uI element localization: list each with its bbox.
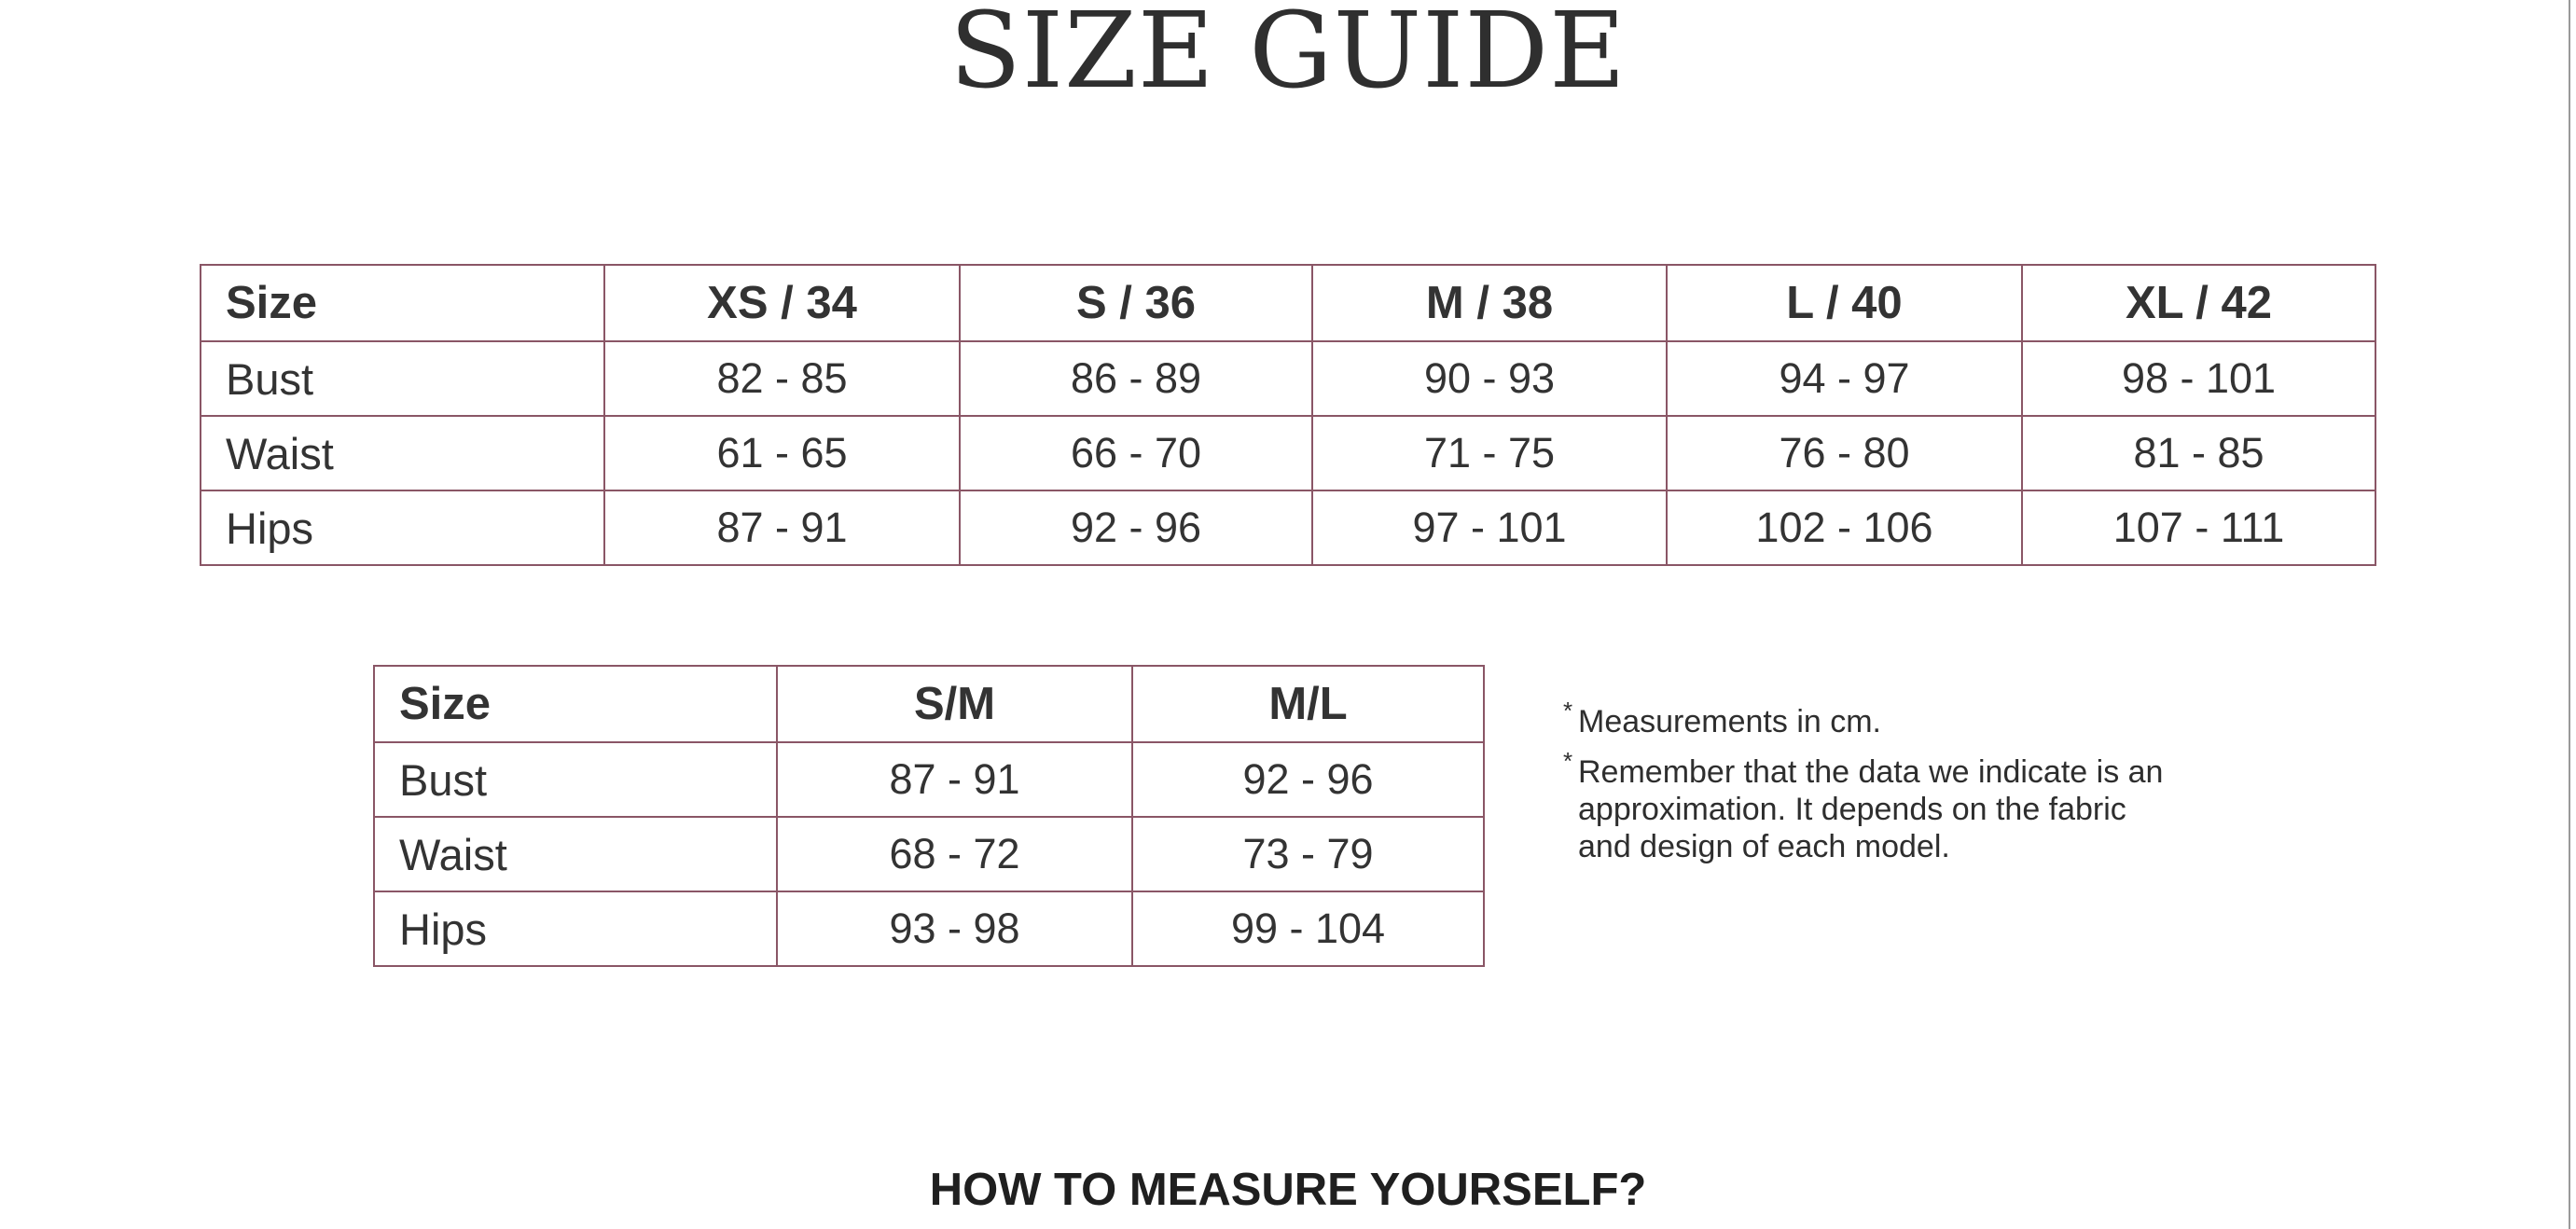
size-table-main — [200, 264, 2376, 566]
table-cell: 87 - 91 — [604, 490, 960, 565]
table-cell: 66 - 70 — [960, 416, 1312, 490]
size-notes — [1563, 697, 2272, 878]
table-cell: 61 - 65 — [604, 416, 960, 490]
table-cell: 82 - 85 — [604, 341, 960, 416]
table-cell: 73 - 79 — [1132, 817, 1484, 891]
footnote-asterisk: * — [1563, 697, 1573, 725]
row-label-waist: Waist — [374, 817, 777, 891]
row-label-waist: Waist — [201, 416, 604, 490]
header-cell-size: Size — [374, 666, 777, 742]
table-cell: 76 - 80 — [1667, 416, 2022, 490]
size-table-combined — [373, 665, 1485, 967]
table-cell: 86 - 89 — [960, 341, 1312, 416]
table-row-bust — [201, 341, 2375, 416]
header-cell-m-l: M/L — [1132, 666, 1484, 742]
row-label-hips: Hips — [374, 891, 777, 966]
table-cell: 93 - 98 — [777, 891, 1132, 966]
table-row-waist — [201, 416, 2375, 490]
table-cell: 90 - 93 — [1312, 341, 1667, 416]
table-cell: 99 - 104 — [1132, 891, 1484, 966]
note-line: Remember that the data we indicate is an — [1578, 754, 2164, 790]
header-cell-size: Size — [201, 265, 604, 341]
table-cell: 87 - 91 — [777, 742, 1132, 817]
note-line: and design of each model. — [1578, 829, 1950, 864]
table-cell: 92 - 96 — [960, 490, 1312, 565]
table-row-bust — [374, 742, 1484, 817]
table-cell: 92 - 96 — [1132, 742, 1484, 817]
note-measurements-unit — [1563, 697, 2272, 740]
table-cell: 94 - 97 — [1667, 341, 2022, 416]
table-cell: 68 - 72 — [777, 817, 1132, 891]
table-cell: 81 - 85 — [2022, 416, 2375, 490]
table-cell: 71 - 75 — [1312, 416, 1667, 490]
note-line: Measurements in cm. — [1578, 704, 1881, 739]
header-cell-xl: XL / 42 — [2022, 265, 2375, 341]
header-cell-s-m: S/M — [777, 666, 1132, 742]
table-row-hips — [374, 891, 1484, 966]
table-row-hips — [201, 490, 2375, 565]
page-edge-divider — [2569, 0, 2570, 1229]
header-cell-l: L / 40 — [1667, 265, 2022, 341]
table-cell: 97 - 101 — [1312, 490, 1667, 565]
table-header-row — [201, 265, 2375, 341]
table-row-waist — [374, 817, 1484, 891]
note-line: approximation. It depends on the fabric — [1578, 792, 2126, 827]
how-to-measure-heading: HOW TO MEASURE YOURSELF? — [929, 1165, 1647, 1215]
table-header-row — [374, 666, 1484, 742]
note-approximation — [1563, 747, 2272, 865]
row-label-hips: Hips — [201, 490, 604, 565]
row-label-bust: Bust — [374, 742, 777, 817]
table-cell: 102 - 106 — [1667, 490, 2022, 565]
row-label-bust: Bust — [201, 341, 604, 416]
table-cell: 107 - 111 — [2022, 490, 2375, 565]
header-cell-m: M / 38 — [1312, 265, 1667, 341]
table-cell: 98 - 101 — [2022, 341, 2375, 416]
header-cell-xs: XS / 34 — [604, 265, 960, 341]
footnote-asterisk: * — [1563, 747, 1573, 775]
page-title: SIZE GUIDE — [949, 0, 1627, 112]
header-cell-s: S / 36 — [960, 265, 1312, 341]
